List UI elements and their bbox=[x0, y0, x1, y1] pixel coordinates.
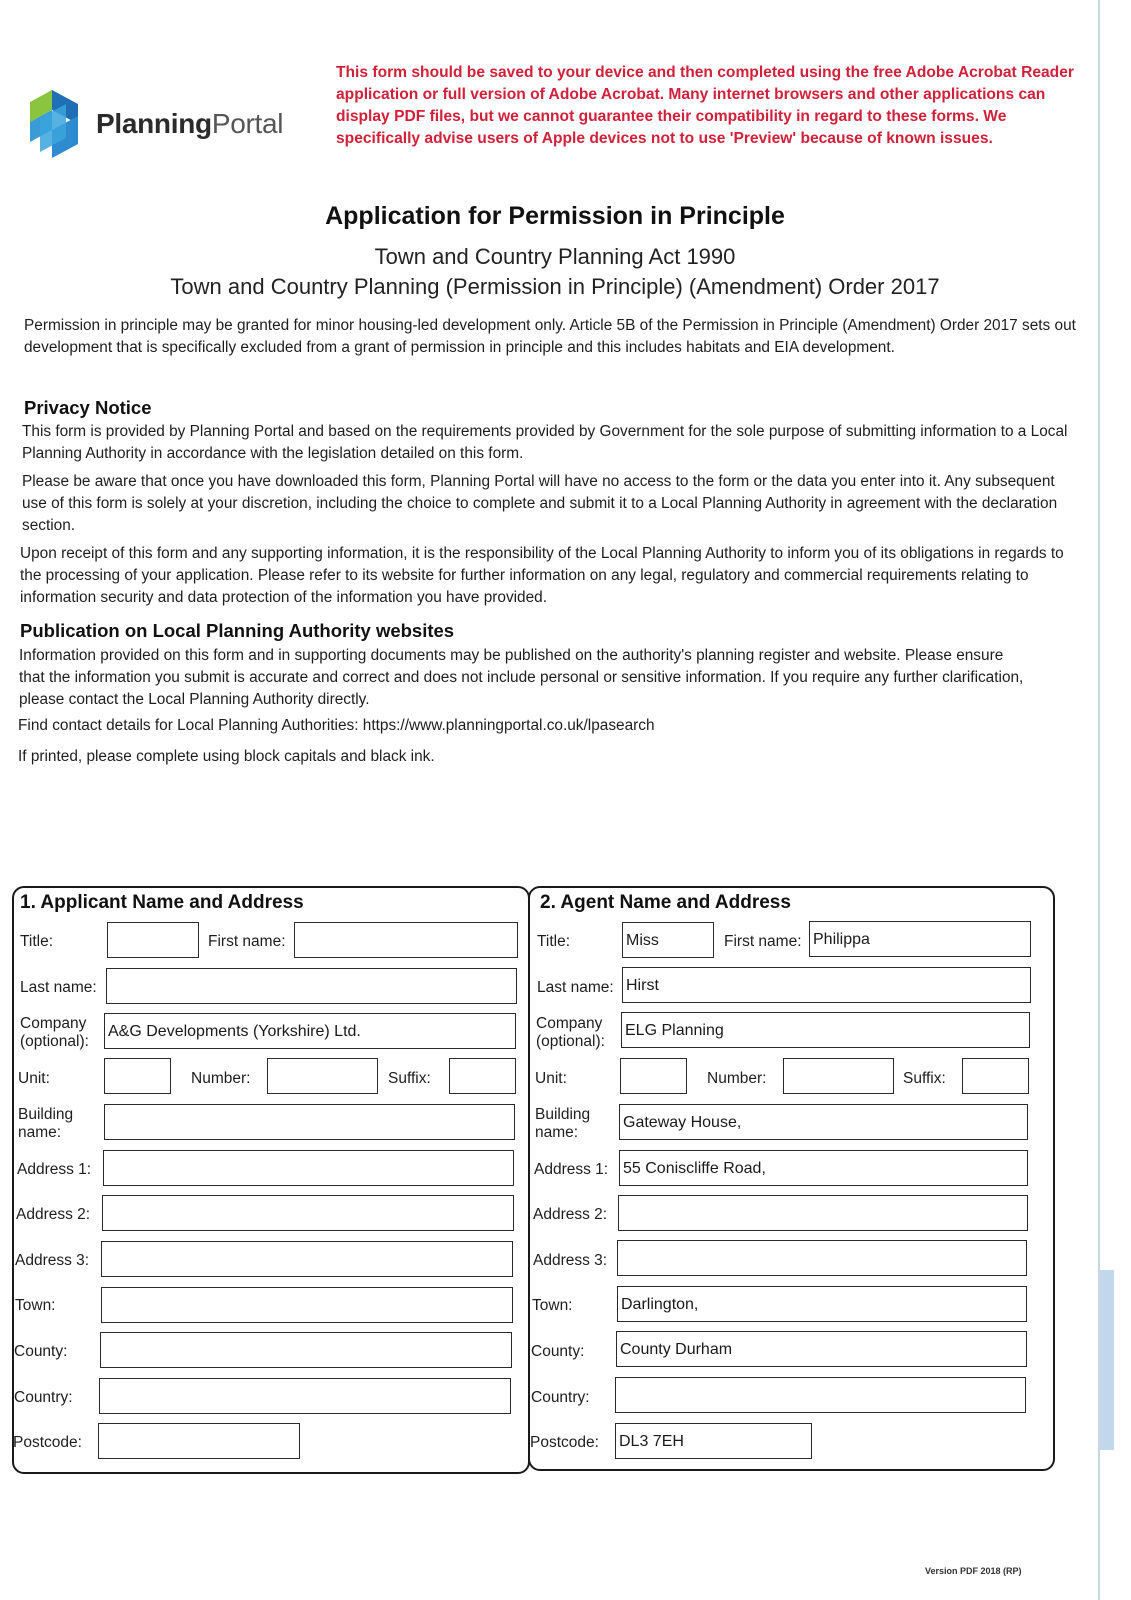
applicant-title-field[interactable] bbox=[107, 922, 199, 958]
applicant-unit-field[interactable] bbox=[104, 1058, 171, 1094]
intro-text: Permission in principle may be granted for minor housing-led development only. Article 5B of the Permission in Principle (Amendment) Order 2017 sets out development that is specifically excluded from a grant of permission in principle and this includes habitats and EIA development. bbox=[24, 317, 1076, 356]
applicant-company-label: Company (optional): bbox=[20, 1015, 89, 1050]
applicant-postcode-label: Postcode: bbox=[13, 1434, 82, 1451]
applicant-town-label: Town: bbox=[15, 1297, 56, 1314]
agent-building-field[interactable]: Gateway House, bbox=[619, 1104, 1028, 1140]
agent-last-name-field[interactable]: Hirst bbox=[622, 967, 1031, 1003]
applicant-postcode-field[interactable] bbox=[98, 1423, 300, 1459]
applicant-unit-label: Unit: bbox=[18, 1070, 50, 1087]
applicant-last-name-field[interactable] bbox=[106, 968, 517, 1004]
agent-last-name-label: Last name: bbox=[537, 979, 614, 996]
agent-county-label: County: bbox=[531, 1343, 585, 1360]
page-title: Application for Permission in Principle bbox=[325, 202, 785, 230]
agent-address2-label: Address 2: bbox=[533, 1206, 608, 1223]
agent-address1-field[interactable]: 55 Coniscliffe Road, bbox=[619, 1150, 1028, 1186]
applicant-number-field[interactable] bbox=[267, 1058, 378, 1094]
compatibility-warning: This form should be saved to your device and then completed using the free Adobe Acrobat Reader application or full version of Adobe Acrobat. Many internet browsers and other applications can display PDF files, but we cannot guarantee their compatibility in regard to these forms. We specifically advise users of Apple devices not to use 'Preview' because of known issues. bbox=[336, 64, 1074, 147]
agent-address3-field[interactable] bbox=[617, 1240, 1027, 1276]
logo-wordmark: PlanningPortal bbox=[96, 108, 284, 139]
applicant-town-field[interactable] bbox=[101, 1287, 513, 1323]
applicant-last-name-label: Last name: bbox=[20, 979, 97, 996]
agent-address3-label: Address 3: bbox=[533, 1252, 608, 1269]
agent-unit-field[interactable] bbox=[620, 1058, 687, 1094]
applicant-building-label: Building name: bbox=[18, 1106, 74, 1141]
agent-number-label: Number: bbox=[707, 1070, 767, 1087]
agent-first-name-field[interactable]: Philippa bbox=[809, 921, 1031, 957]
lpa-contact-text: Find contact details for Local Planning Authorities: https://www.planningportal.co.uk/lpasearch bbox=[18, 717, 655, 734]
applicant-first-name-label: First name: bbox=[208, 933, 286, 950]
applicant-number-label: Number: bbox=[191, 1070, 251, 1087]
agent-postcode-label: Postcode: bbox=[530, 1434, 599, 1451]
agent-town-field[interactable]: Darlington, bbox=[617, 1286, 1027, 1322]
scan-mark bbox=[1100, 1270, 1114, 1450]
applicant-address2-label: Address 2: bbox=[16, 1206, 91, 1223]
subtitle-act: Town and Country Planning Act 1990 bbox=[374, 244, 736, 269]
agent-company-label: Company (optional): bbox=[536, 1015, 605, 1050]
agent-title-label: Title: bbox=[537, 933, 571, 950]
applicant-address3-field[interactable] bbox=[101, 1241, 513, 1277]
privacy-heading: Privacy Notice bbox=[24, 397, 152, 418]
applicant-county-label: County: bbox=[14, 1343, 68, 1360]
privacy-paragraph-1: This form is provided by Planning Portal and based on the requirements provided by Government for the sole purpose of submitting information to a Local Planning Authority in accordance with the legislation detailed on this form. bbox=[22, 423, 1068, 462]
applicant-heading: 1. Applicant Name and Address bbox=[20, 892, 304, 913]
agent-country-label: Country: bbox=[531, 1389, 590, 1406]
print-instructions: If printed, please complete using block capitals and black ink. bbox=[18, 748, 435, 765]
agent-title-field[interactable]: Miss bbox=[622, 922, 714, 958]
applicant-address1-label: Address 1: bbox=[17, 1161, 92, 1178]
applicant-title-label: Title: bbox=[20, 933, 54, 950]
applicant-country-field[interactable] bbox=[99, 1378, 511, 1414]
subtitle-order: Town and Country Planning (Permission in Principle) (Amendment) Order 2017 bbox=[170, 274, 940, 299]
agent-town-label: Town: bbox=[532, 1297, 573, 1314]
agent-country-field[interactable] bbox=[615, 1377, 1026, 1413]
agent-county-field[interactable]: County Durham bbox=[616, 1331, 1027, 1367]
applicant-address1-field[interactable] bbox=[103, 1150, 514, 1186]
publication-paragraph: Information provided on this form and in supporting documents may be published on the authority's planning register and website. Please ensure that the information you submit is accurate and correct and does not include personal or sensitive information. If you require any further clarification, please contact the Local Planning Authority directly. bbox=[19, 647, 1024, 708]
agent-postcode-field[interactable]: DL3 7EH bbox=[615, 1423, 812, 1459]
privacy-paragraph-2: Please be aware that once you have downloaded this form, Planning Portal will have no access to the form or the data you enter into it. Any subsequent use of this form is solely at your discretion, including the choice to complete and submit it to a Local Planning Authority in agreement with the declaration section. bbox=[22, 473, 1058, 534]
agent-first-name-label: First name: bbox=[724, 933, 802, 950]
publication-heading: Publication on Local Planning Authority websites bbox=[20, 620, 455, 641]
agent-company-field[interactable]: ELG Planning bbox=[621, 1012, 1030, 1048]
privacy-paragraph-3: Upon receipt of this form and any supporting information, it is the responsibility of the Local Planning Authority to inform you of its obligations in regards to the processing of your application. Please refer to its website for further information on any legal, regulatory and commercial requirements relating to information security and data protection of the information you have provided. bbox=[20, 545, 1064, 606]
applicant-address3-label: Address 3: bbox=[15, 1252, 90, 1269]
applicant-county-field[interactable] bbox=[100, 1332, 512, 1368]
agent-unit-label: Unit: bbox=[535, 1070, 567, 1087]
agent-number-field[interactable] bbox=[783, 1058, 894, 1094]
agent-address2-field[interactable] bbox=[618, 1195, 1028, 1231]
applicant-company-field[interactable]: A&G Developments (Yorkshire) Ltd. bbox=[104, 1013, 516, 1049]
applicant-suffix-label: Suffix: bbox=[388, 1070, 431, 1087]
version-label: Version PDF 2018 (RP) bbox=[925, 1566, 1022, 1576]
agent-suffix-field[interactable] bbox=[962, 1058, 1029, 1094]
applicant-building-field[interactable] bbox=[104, 1104, 515, 1140]
applicant-address2-field[interactable] bbox=[102, 1195, 514, 1231]
applicant-first-name-field[interactable] bbox=[294, 922, 518, 958]
applicant-country-label: Country: bbox=[14, 1389, 73, 1406]
agent-suffix-label: Suffix: bbox=[903, 1070, 946, 1087]
agent-heading: 2. Agent Name and Address bbox=[540, 892, 791, 913]
agent-address1-label: Address 1: bbox=[534, 1161, 609, 1178]
applicant-suffix-field[interactable] bbox=[449, 1058, 516, 1094]
agent-building-label: Building name: bbox=[535, 1106, 591, 1141]
